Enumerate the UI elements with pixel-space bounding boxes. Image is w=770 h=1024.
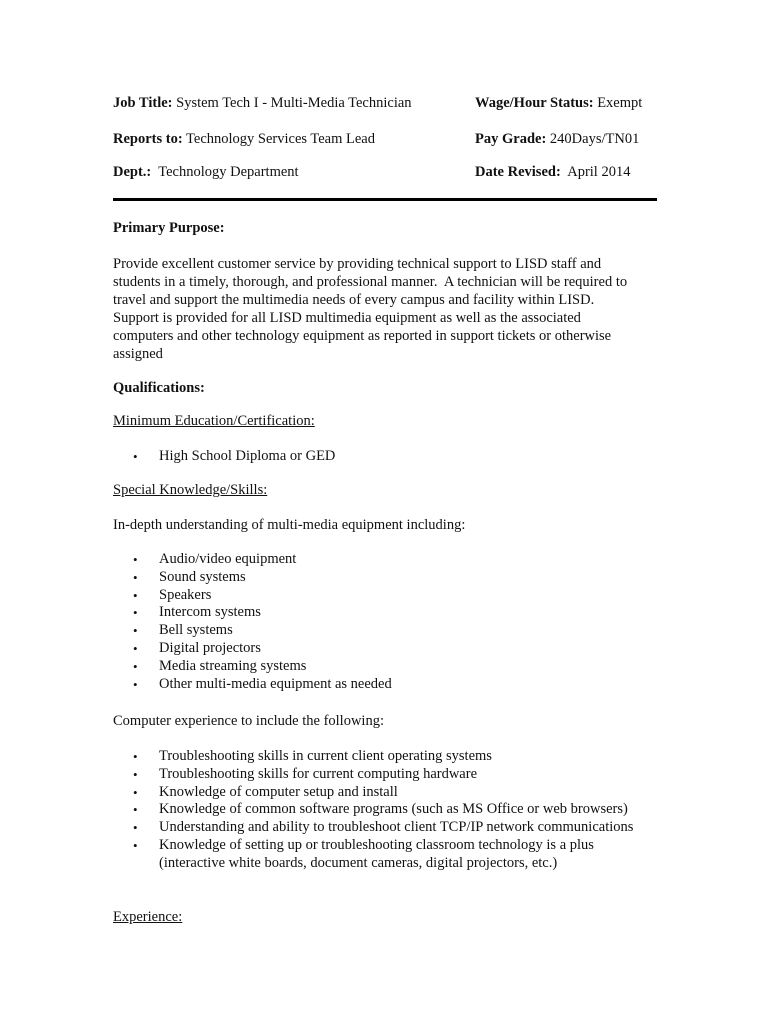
purpose-line: assigned — [113, 346, 163, 362]
list-item-text: Bell systems — [159, 622, 233, 639]
purpose-line: computers and other technology equipment as reported in support tickets or otherwise — [113, 328, 612, 344]
header-row-dept — [113, 162, 658, 182]
skills-list — [113, 551, 658, 693]
list-item-text: Audio/video equipment — [159, 551, 297, 567]
bullet-icon: • — [133, 552, 138, 567]
wage-status-field — [475, 93, 642, 113]
skills-heading: Special Knowledge/Skills: — [113, 482, 268, 498]
dept-field — [113, 162, 299, 182]
bullet-icon: • — [133, 587, 138, 603]
pay-grade-value: 240Days/TN01 — [546, 131, 640, 147]
list-item-text: Troubleshooting skills in current client operating systems — [159, 748, 492, 764]
pay-grade-field — [475, 129, 639, 149]
list-item-text — [159, 837, 594, 871]
header-row-reports — [113, 129, 658, 149]
date-revised-label: Date Revised: — [475, 164, 561, 180]
list-item-text: Knowledge of computer setup and install — [159, 783, 398, 800]
bullet-icon: • — [133, 658, 138, 674]
list-item — [113, 569, 658, 587]
computer-intro: Computer experience to include the following: — [113, 713, 384, 729]
list-item-text: Media streaming systems — [159, 657, 307, 674]
header-divider — [113, 198, 657, 201]
list-item — [113, 448, 658, 466]
list-item-text: Knowledge of common software programs (such as MS Office or web browsers) — [159, 801, 628, 818]
list-item-line: Knowledge of setting up or troubleshooting classroom technology is a plus — [159, 836, 594, 853]
experience-heading: Experience: — [113, 909, 183, 925]
list-item — [113, 551, 658, 569]
list-item — [113, 587, 658, 605]
wage-status-value: Exempt — [593, 95, 643, 111]
purpose-line: Provide excellent customer service by providing technical support to LISD staff and — [113, 256, 602, 272]
computer-list — [113, 748, 658, 873]
list-item-text: Understanding and ability to troubleshoot client TCP/IP network communications — [159, 819, 634, 836]
reports-to-value: Technology Services Team Lead — [182, 131, 375, 147]
bullet-icon: • — [133, 640, 138, 656]
list-item-text: Speakers — [159, 586, 212, 603]
job-title-label: Job Title: — [113, 95, 173, 111]
list-item — [113, 604, 658, 622]
list-item — [113, 658, 658, 676]
list-item — [113, 801, 658, 819]
bullet-icon: • — [133, 784, 138, 800]
list-item-line: (interactive white boards, document cameras, digital projectors, etc.) — [159, 854, 558, 871]
list-item — [113, 766, 658, 784]
list-item — [113, 748, 658, 766]
primary-purpose-paragraph — [113, 255, 658, 363]
bullet-icon: • — [133, 605, 138, 621]
bullet-icon: • — [133, 820, 138, 836]
list-item — [113, 676, 658, 694]
list-item-text: High School Diploma or GED — [159, 448, 336, 464]
wage-status-label: Wage/Hour Status: — [475, 95, 594, 111]
job-title-value: System Tech I - Multi-Media Technician — [172, 95, 412, 111]
dept-value: Technology Department — [151, 164, 299, 180]
bullet-icon: • — [133, 749, 138, 764]
pay-grade-label: Pay Grade: — [475, 131, 547, 147]
reports-to-label: Reports to: — [113, 131, 183, 147]
skills-intro: In-depth understanding of multi-media equipment including: — [113, 517, 466, 533]
list-item-text: Digital projectors — [159, 639, 261, 656]
bullet-icon: • — [133, 837, 138, 853]
education-heading: Minimum Education/Certification: — [113, 413, 315, 429]
date-revised-value: April 2014 — [560, 164, 631, 180]
bullet-icon: • — [133, 676, 138, 692]
bullet-icon: • — [133, 766, 138, 782]
list-item-text: Intercom systems — [159, 604, 261, 621]
date-revised-field — [475, 162, 630, 182]
list-item — [113, 837, 658, 873]
list-item — [113, 784, 658, 802]
list-item — [113, 819, 658, 837]
job-title-field — [113, 93, 412, 113]
dept-label: Dept.: — [113, 164, 152, 180]
qualifications-heading: Qualifications: — [113, 380, 205, 396]
bullet-icon: • — [133, 623, 138, 639]
purpose-line: Support is provided for all LISD multimedia equipment as well as the associated — [113, 310, 581, 326]
list-item-text: Sound systems — [159, 568, 246, 585]
bullet-icon: • — [133, 569, 138, 585]
list-item-text: Other multi-media equipment as needed — [159, 675, 392, 692]
purpose-line: travel and support the multimedia needs of every campus and facility within LISD. — [113, 292, 595, 308]
list-item-text: Troubleshooting skills for current computing hardware — [159, 765, 478, 782]
list-item — [113, 622, 658, 640]
purpose-line: students in a timely, thorough, and professional manner. A technician will be required to — [113, 274, 628, 290]
bullet-icon: • — [133, 802, 138, 818]
header-row-job-title — [113, 93, 658, 113]
bullet-icon: • — [133, 449, 138, 464]
primary-purpose-heading: Primary Purpose: — [113, 220, 225, 236]
reports-to-field — [113, 129, 375, 149]
education-list — [113, 448, 658, 466]
list-item — [113, 640, 658, 658]
